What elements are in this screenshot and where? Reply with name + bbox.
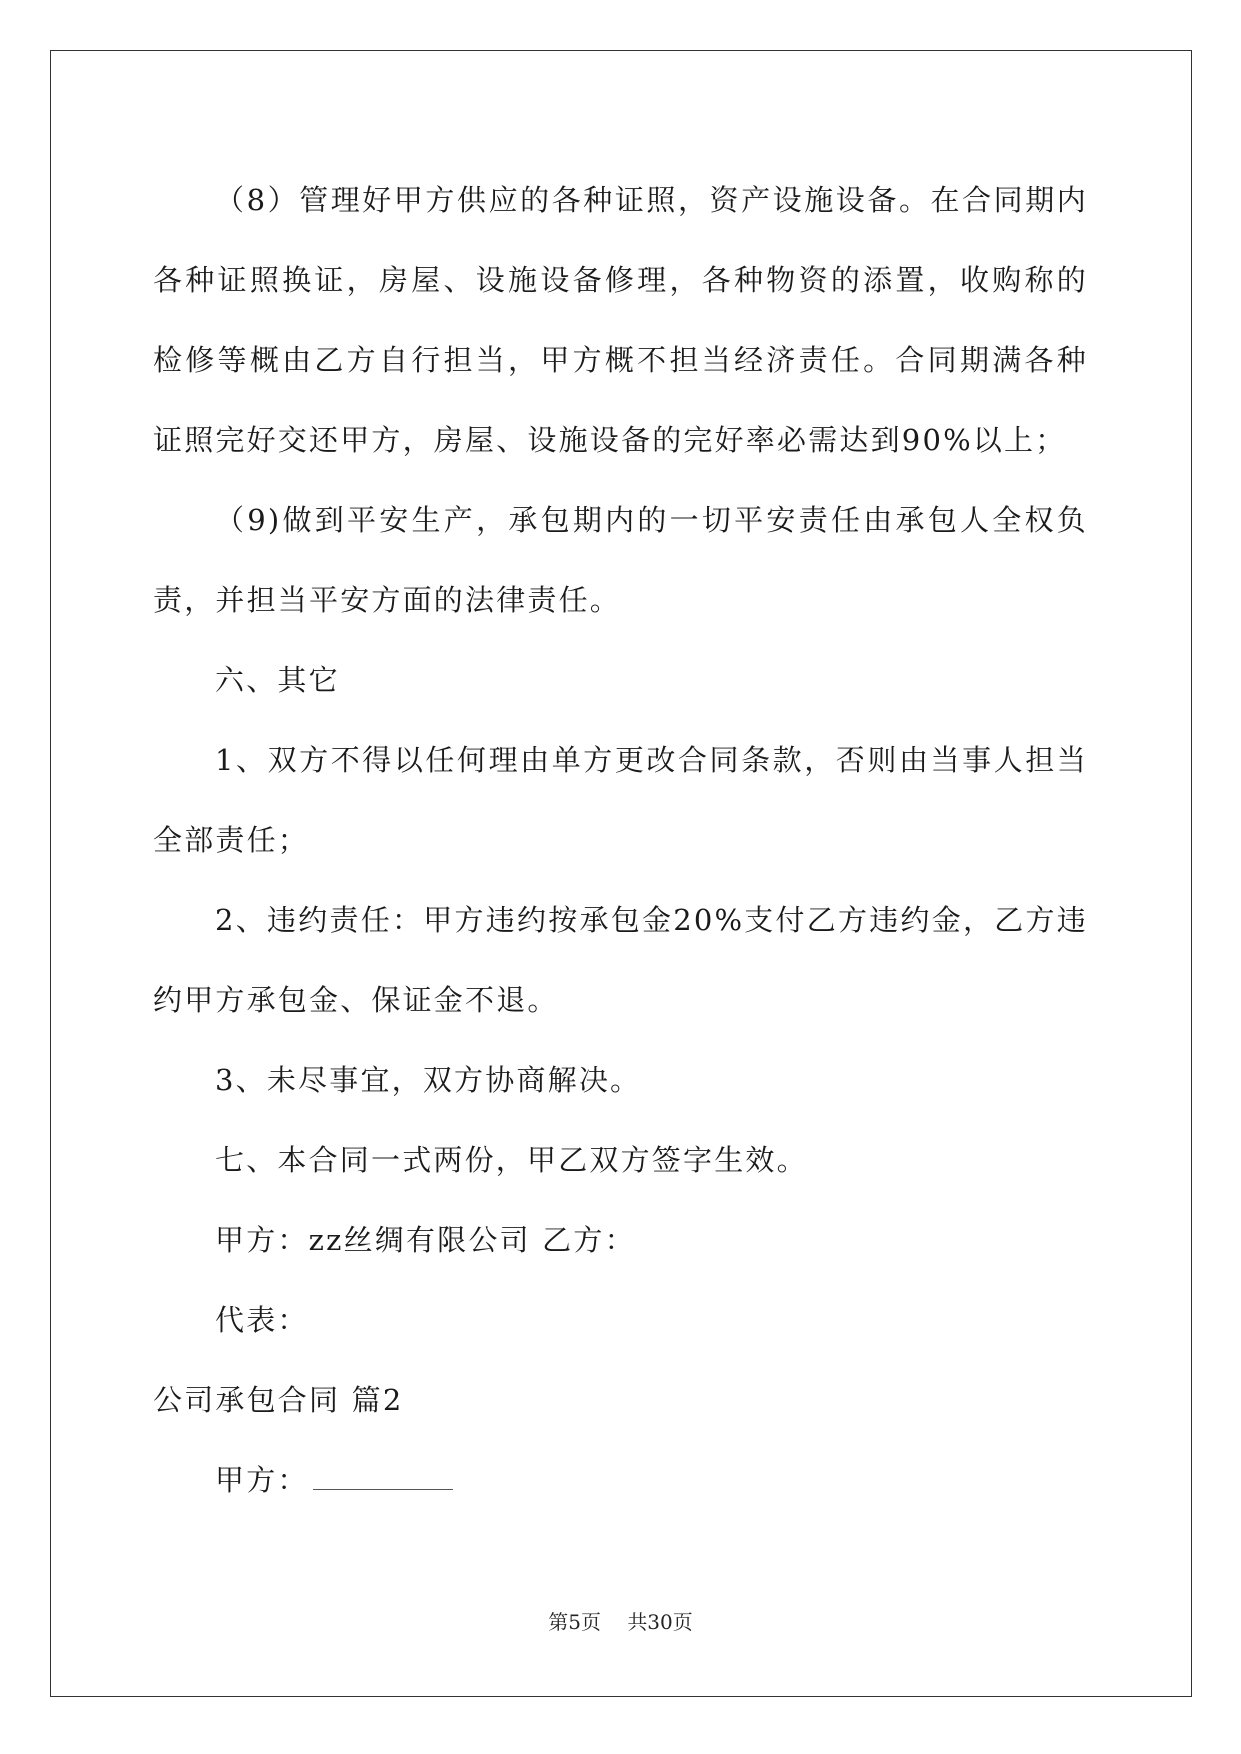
section-6-heading: 六、其它 [215,663,340,697]
other-item-1: 1、双方不得以任何理由单方更改合同条款，否则由当事人担当全部责任； [153,743,1088,857]
party-a-label: 甲方： [215,1463,309,1497]
clause-9-paragraph: （9)做到平安生产，承包期内的一切平安责任由承包人全权负责，并担当平安方面的法律责任。 [153,503,1088,617]
document-body [153,160,1088,1520]
other-item-2: 2、违约责任：甲方违约按承包金20%支付乙方违约金，乙方违约甲方承包金、保证金不退。 [153,903,1088,1017]
other-item-3: 3、未尽事宜，双方协商解决。 [215,1063,642,1097]
party-a-field [153,1440,1088,1520]
representative-line: 代表： [215,1303,309,1337]
page-footer [0,1606,1241,1635]
party-a-blank [313,1463,453,1490]
contract-2-title: 公司承包合同 篇2 [153,1383,404,1417]
clause-8-paragraph: （8）管理好甲方供应的各种证照，资产设施设备。在合同期内各种证照换证，房屋、设施设备修理，各种物资的添置，收购称的检修等概由乙方自行担当，甲方概不担当经济责任。合同期满各种证照完好交还甲方，房屋、设施设备的完好率必需达到90%以上； [153,183,1088,457]
page-total: 共30页 [627,1610,693,1634]
section-7-paragraph: 七、本合同一式两份，甲乙双方签字生效。 [215,1143,808,1177]
party-a-signature-line: 甲方：zz丝绸有限公司 乙方： [215,1223,636,1257]
page-number: 第5页 [548,1610,601,1634]
